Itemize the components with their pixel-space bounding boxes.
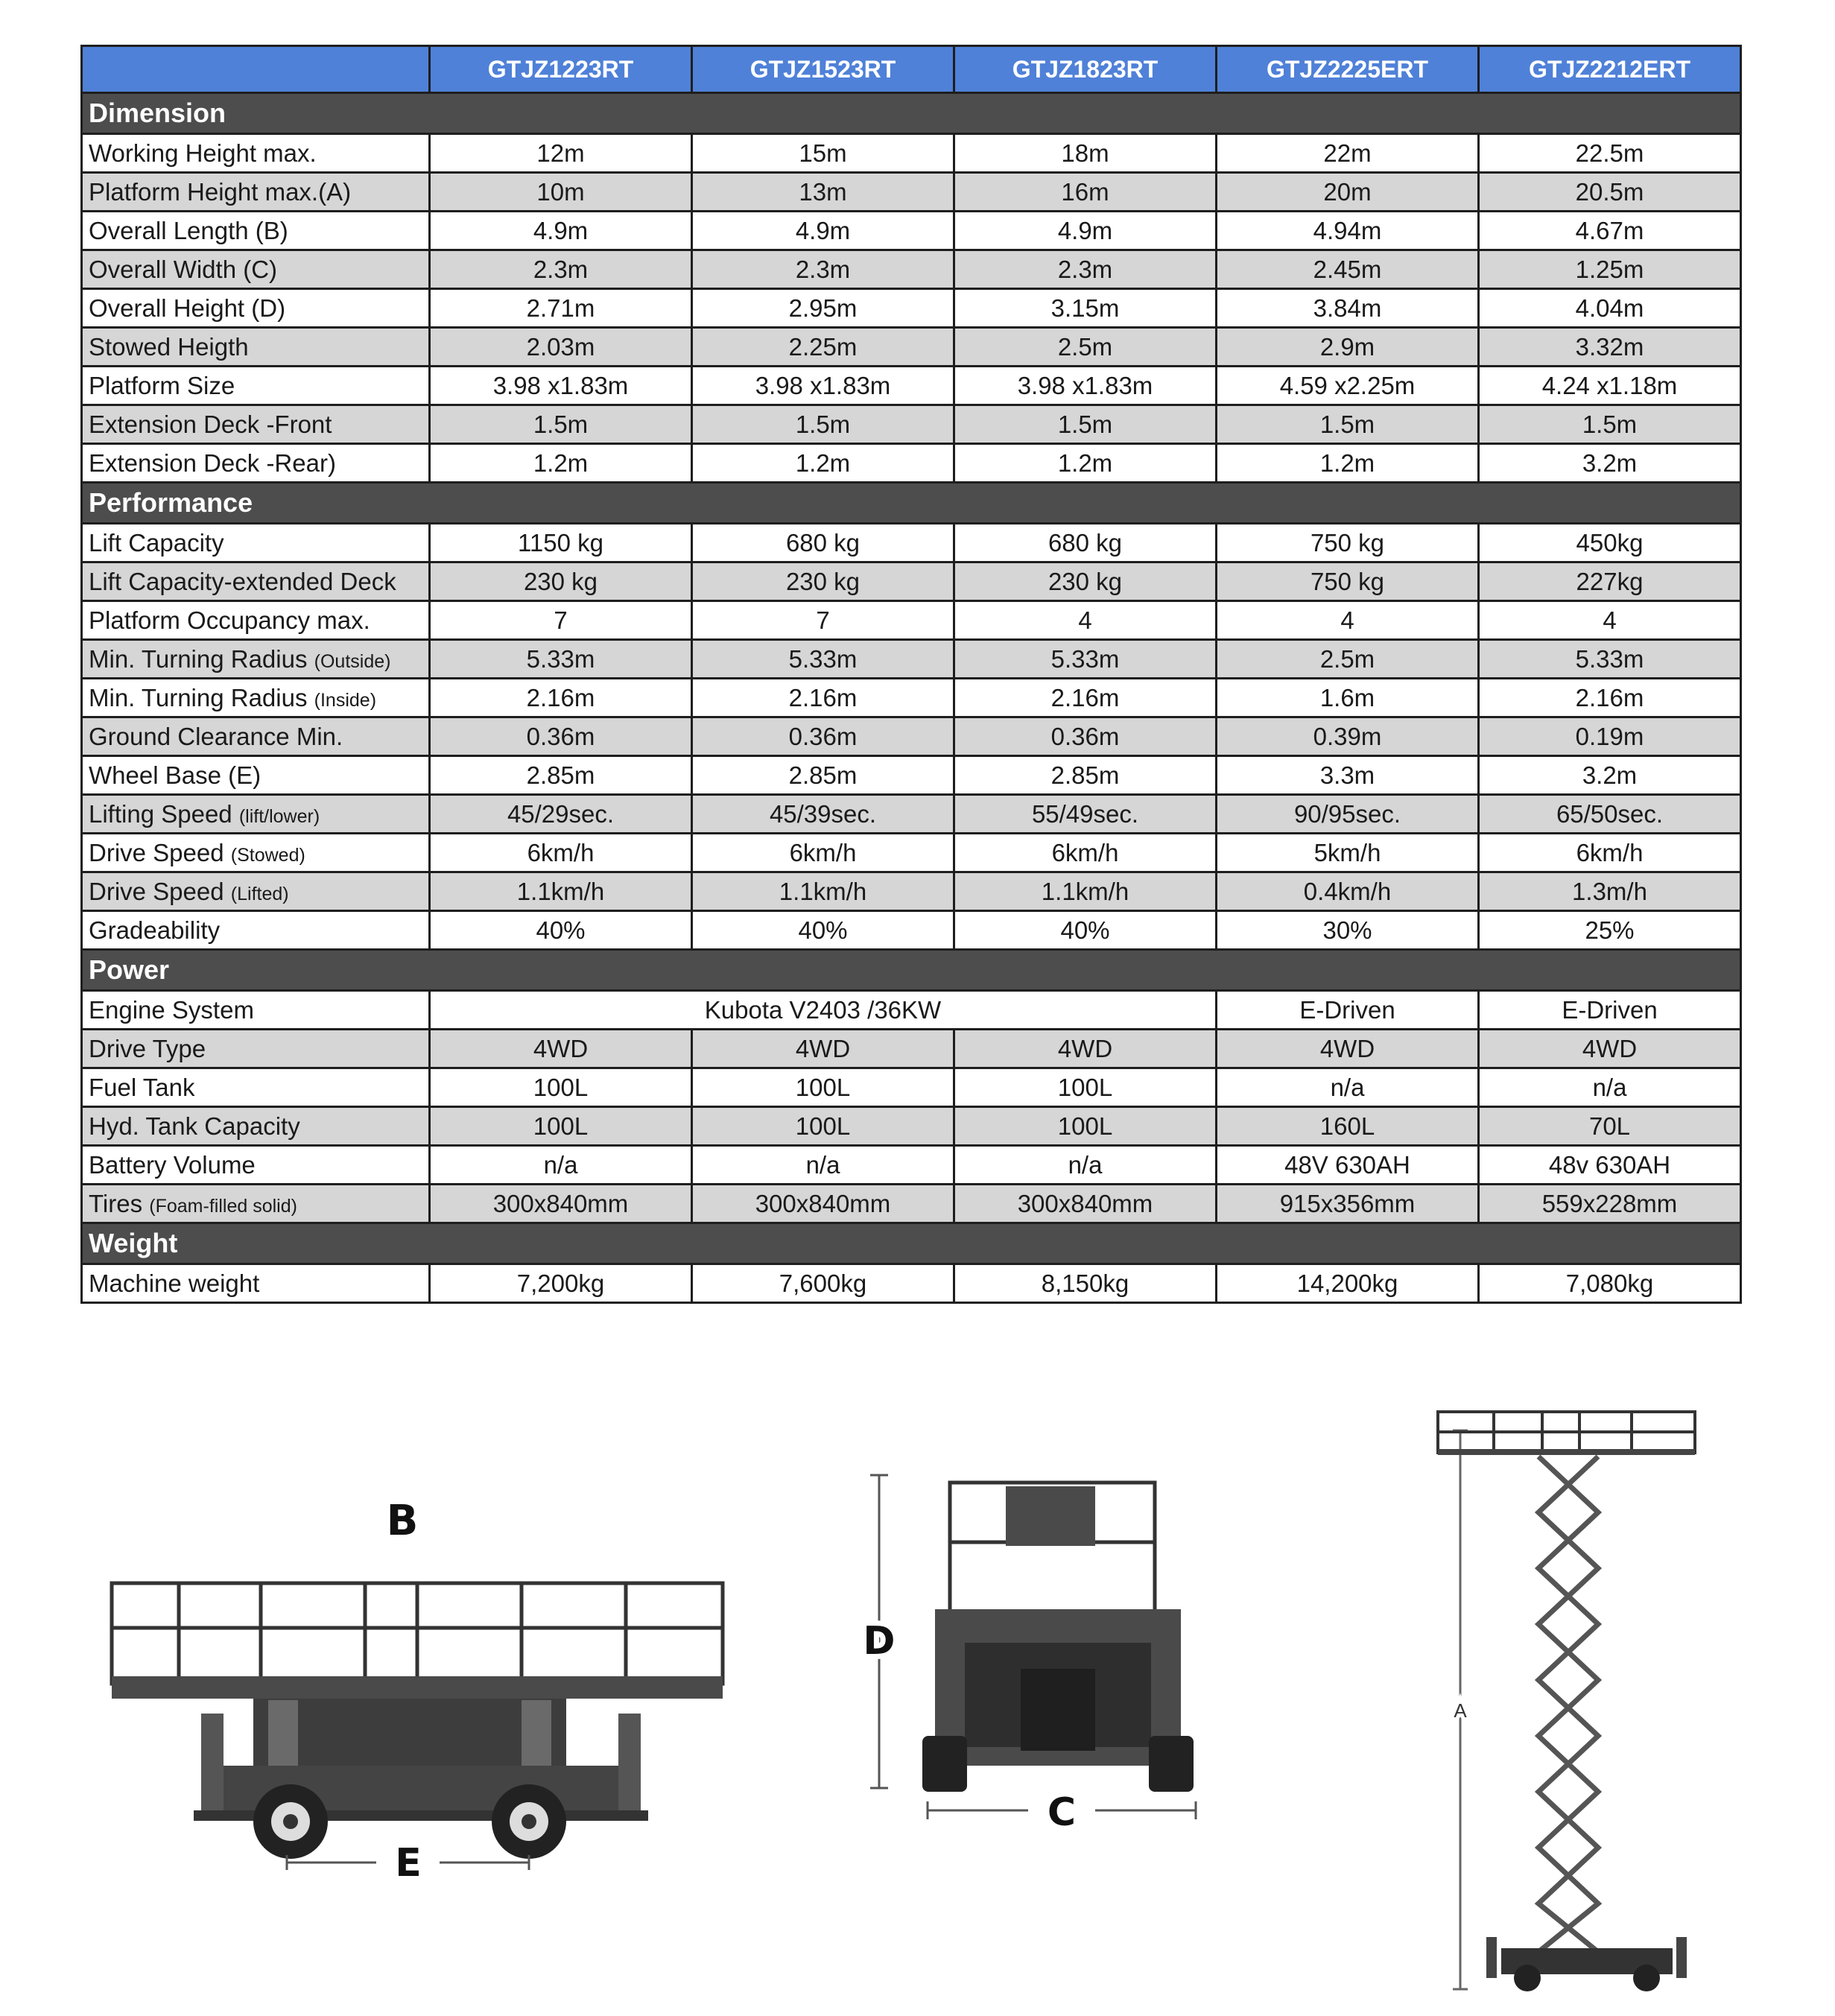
spec-value: 3.84m bbox=[1217, 289, 1479, 328]
spec-value: 2.5m bbox=[1217, 640, 1479, 679]
outrigger-right bbox=[618, 1714, 641, 1818]
spec-value: 2.16m bbox=[430, 679, 692, 717]
spec-row bbox=[82, 1146, 1741, 1185]
spec-label-note: (Foam-filled solid) bbox=[149, 1195, 297, 1217]
spec-row bbox=[82, 250, 1741, 289]
spec-value: 1.6m bbox=[1217, 679, 1479, 717]
spec-value-merged: Kubota V2403 /36KW bbox=[430, 991, 1217, 1030]
dimension-label-b: B bbox=[386, 1497, 419, 1545]
spec-value: 22m bbox=[1217, 134, 1479, 173]
spec-label: Drive Speed bbox=[89, 877, 224, 905]
spec-label-cell bbox=[82, 756, 430, 795]
spec-label-cell bbox=[82, 991, 430, 1030]
spec-row bbox=[82, 795, 1741, 834]
scissor-arms bbox=[1538, 1456, 1598, 1952]
spec-row bbox=[82, 679, 1741, 717]
spec-label: Platform Occupancy max. bbox=[89, 606, 370, 634]
spec-label-cell bbox=[82, 601, 430, 640]
model-header: GTJZ1823RT bbox=[954, 46, 1217, 93]
spec-value: 1.5m bbox=[430, 405, 692, 444]
spec-label-cell bbox=[82, 834, 430, 872]
spec-value: 750 kg bbox=[1217, 562, 1479, 601]
spec-value: 4WD bbox=[1479, 1030, 1741, 1068]
platform-deck bbox=[112, 1676, 723, 1699]
spec-value: 4.9m bbox=[692, 212, 954, 250]
spec-value: 450kg bbox=[1479, 524, 1741, 562]
spec-value: 13m bbox=[692, 173, 954, 212]
spec-value: 7 bbox=[430, 601, 692, 640]
spec-value: 20.5m bbox=[1479, 173, 1741, 212]
spec-value: 7,600kg bbox=[692, 1264, 954, 1303]
platform-guardrail bbox=[112, 1583, 723, 1684]
spec-label: Overall Length (B) bbox=[89, 216, 288, 244]
spec-value: 4.67m bbox=[1479, 212, 1741, 250]
spec-label: Platform Height max.(A) bbox=[89, 177, 352, 206]
spec-row bbox=[82, 911, 1741, 950]
spec-value: 230 kg bbox=[954, 562, 1217, 601]
outrigger-left bbox=[201, 1714, 224, 1818]
spec-value: 1.1km/h bbox=[692, 872, 954, 911]
spec-label-cell bbox=[82, 444, 430, 483]
dimension-label-a: A bbox=[1454, 1699, 1467, 1722]
spec-label: Min. Turning Radius bbox=[89, 644, 308, 673]
spec-label-cell bbox=[82, 911, 430, 950]
spec-value: 300x840mm bbox=[692, 1185, 954, 1223]
spec-row bbox=[82, 212, 1741, 250]
spec-value: 300x840mm bbox=[954, 1185, 1217, 1223]
spec-value: 4WD bbox=[1217, 1030, 1479, 1068]
spec-label: Wheel Base (E) bbox=[89, 761, 262, 789]
spec-value: 915x356mm bbox=[1217, 1185, 1479, 1223]
spec-label: Lift Capacity-extended Deck bbox=[89, 567, 396, 595]
spec-row bbox=[82, 524, 1741, 562]
spec-value: 4.9m bbox=[430, 212, 692, 250]
spec-value: 2.3m bbox=[430, 250, 692, 289]
spec-label: Overall Width (C) bbox=[89, 255, 278, 283]
spec-value: 0.36m bbox=[954, 717, 1217, 756]
spec-value: 1.2m bbox=[430, 444, 692, 483]
spec-value: 3.15m bbox=[954, 289, 1217, 328]
spec-row bbox=[82, 328, 1741, 367]
spec-value: n/a bbox=[1217, 1068, 1479, 1107]
spec-value: 40% bbox=[430, 911, 692, 950]
spec-label: Tires bbox=[89, 1189, 143, 1217]
spec-label-note: (Inside) bbox=[314, 689, 377, 711]
spec-value: n/a bbox=[430, 1146, 692, 1185]
spec-value: 1.5m bbox=[954, 405, 1217, 444]
spec-value: 2.5m bbox=[954, 328, 1217, 367]
spec-value: 55/49sec. bbox=[954, 795, 1217, 834]
spec-value: 2.16m bbox=[1479, 679, 1741, 717]
raised-platform bbox=[1438, 1412, 1695, 1453]
spec-value: 8,150kg bbox=[954, 1264, 1217, 1303]
spec-value: 12m bbox=[430, 134, 692, 173]
spec-value: 5km/h bbox=[1217, 834, 1479, 872]
spec-value: 7,200kg bbox=[430, 1264, 692, 1303]
spec-value: 7,080kg bbox=[1479, 1264, 1741, 1303]
spec-label-cell bbox=[82, 872, 430, 911]
spec-value: 2.3m bbox=[692, 250, 954, 289]
spec-label-note: (Outside) bbox=[314, 650, 391, 672]
front-wheel-left bbox=[922, 1736, 967, 1792]
section-header-performance bbox=[82, 483, 1741, 524]
spec-value: 3.32m bbox=[1479, 328, 1741, 367]
spec-label: Battery Volume bbox=[89, 1150, 256, 1179]
spec-label-cell bbox=[82, 795, 430, 834]
spec-row bbox=[82, 1264, 1741, 1303]
spec-label-cell bbox=[82, 1068, 430, 1107]
spec-value: 1.25m bbox=[1479, 250, 1741, 289]
spec-value: 6km/h bbox=[692, 834, 954, 872]
spec-value: 25% bbox=[1479, 911, 1741, 950]
spec-value: 3.98 x1.83m bbox=[954, 367, 1217, 405]
spec-value: 2.85m bbox=[692, 756, 954, 795]
spec-value: 3.98 x1.83m bbox=[692, 367, 954, 405]
spec-value: 1.1km/h bbox=[430, 872, 692, 911]
spec-label-cell bbox=[82, 405, 430, 444]
spec-row bbox=[82, 1107, 1741, 1146]
spec-value: 100L bbox=[954, 1068, 1217, 1107]
spec-value: 100L bbox=[692, 1107, 954, 1146]
spec-value: 230 kg bbox=[692, 562, 954, 601]
spec-value: 1.2m bbox=[954, 444, 1217, 483]
spec-value: 48v 630AH bbox=[1479, 1146, 1741, 1185]
spec-label-note: (Stowed) bbox=[230, 844, 305, 866]
spec-value: 18m bbox=[954, 134, 1217, 173]
spec-value: 680 kg bbox=[954, 524, 1217, 562]
spec-label: Lift Capacity bbox=[89, 528, 224, 557]
spec-value: 1.5m bbox=[692, 405, 954, 444]
spec-value: 1.2m bbox=[1217, 444, 1479, 483]
spec-value: 4 bbox=[1217, 601, 1479, 640]
spec-value: 4 bbox=[954, 601, 1217, 640]
scissor-stack bbox=[253, 1699, 566, 1769]
section-header-weight bbox=[82, 1223, 1741, 1264]
spec-value: 2.45m bbox=[1217, 250, 1479, 289]
spec-value: n/a bbox=[1479, 1068, 1741, 1107]
spec-value: 2.9m bbox=[1217, 328, 1479, 367]
spec-row bbox=[82, 289, 1741, 328]
spec-label: Machine weight bbox=[89, 1269, 260, 1297]
spec-row bbox=[82, 1068, 1741, 1107]
spec-label: Overall Height (D) bbox=[89, 294, 286, 322]
spec-value: 40% bbox=[692, 911, 954, 950]
spec-value: 4.24 x1.18m bbox=[1479, 367, 1741, 405]
spec-label-cell bbox=[82, 1107, 430, 1146]
dimension-label-d: D bbox=[863, 1619, 896, 1664]
raised-view-diagram bbox=[1430, 1401, 1728, 1997]
spec-value: 2.25m bbox=[692, 328, 954, 367]
spec-value: 100L bbox=[430, 1068, 692, 1107]
spec-label-note: (Lifted) bbox=[230, 883, 289, 904]
spec-value: 45/29sec. bbox=[430, 795, 692, 834]
spec-value: 30% bbox=[1217, 911, 1479, 950]
spec-row bbox=[82, 1030, 1741, 1068]
spec-label: Fuel Tank bbox=[89, 1073, 195, 1101]
spec-row bbox=[82, 834, 1741, 872]
spec-value: 6km/h bbox=[1479, 834, 1741, 872]
spec-label: Drive Speed bbox=[89, 838, 224, 866]
spec-value: 1.5m bbox=[1479, 405, 1741, 444]
spec-value: 3.3m bbox=[1217, 756, 1479, 795]
spec-label-cell bbox=[82, 1264, 430, 1303]
spec-value: 0.36m bbox=[430, 717, 692, 756]
section-header-dimension bbox=[82, 93, 1741, 134]
side-view-diagram bbox=[104, 1490, 745, 1877]
front-view-diagram bbox=[834, 1460, 1207, 1863]
spec-value: 1.5m bbox=[1217, 405, 1479, 444]
spec-value: 10m bbox=[430, 173, 692, 212]
spec-value: 2.95m bbox=[692, 289, 954, 328]
spec-value: 5.33m bbox=[692, 640, 954, 679]
spec-row bbox=[82, 872, 1741, 911]
spec-value: n/a bbox=[954, 1146, 1217, 1185]
spec-label: Ground Clearance Min. bbox=[89, 722, 343, 750]
spec-value: 2.71m bbox=[430, 289, 692, 328]
spec-row bbox=[82, 444, 1741, 483]
spec-value: 100L bbox=[692, 1068, 954, 1107]
spec-value: 2.16m bbox=[954, 679, 1217, 717]
section-title: Dimension bbox=[82, 93, 1741, 134]
spec-label: Min. Turning Radius bbox=[89, 683, 308, 711]
spec-value: 0.4km/h bbox=[1217, 872, 1479, 911]
spec-label-cell bbox=[82, 289, 430, 328]
spec-label: Extension Deck -Rear) bbox=[89, 448, 336, 477]
spec-value: 90/95sec. bbox=[1217, 795, 1479, 834]
spec-label-cell bbox=[82, 1185, 430, 1223]
spec-label: Lifting Speed bbox=[89, 799, 232, 828]
spec-value: 2.85m bbox=[430, 756, 692, 795]
spec-label-cell bbox=[82, 1146, 430, 1185]
spec-value: 300x840mm bbox=[430, 1185, 692, 1223]
spec-row bbox=[82, 640, 1741, 679]
spec-value: 16m bbox=[954, 173, 1217, 212]
spec-value: 1150 kg bbox=[430, 524, 692, 562]
spec-label-cell bbox=[82, 212, 430, 250]
spec-value: 4WD bbox=[954, 1030, 1217, 1068]
spec-row bbox=[82, 173, 1741, 212]
spec-value: 7 bbox=[692, 601, 954, 640]
spec-value: 6km/h bbox=[430, 834, 692, 872]
model-header: GTJZ1523RT bbox=[692, 46, 954, 93]
spec-value: 1.3m/h bbox=[1479, 872, 1741, 911]
spec-label-note: (lift/lower) bbox=[238, 805, 320, 827]
spec-value: 1.2m bbox=[692, 444, 954, 483]
dimension-label-c: C bbox=[1047, 1790, 1077, 1835]
spec-label-cell bbox=[82, 1030, 430, 1068]
model-header-row bbox=[82, 46, 1741, 93]
spec-value: 14,200kg bbox=[1217, 1264, 1479, 1303]
spec-value: 3.2m bbox=[1479, 444, 1741, 483]
spec-value: 1.1km/h bbox=[954, 872, 1217, 911]
spec-row bbox=[82, 134, 1741, 173]
spec-label-cell bbox=[82, 328, 430, 367]
spec-row bbox=[82, 1185, 1741, 1223]
spec-label-cell bbox=[82, 134, 430, 173]
spec-label: Gradeability bbox=[89, 916, 221, 944]
spec-value: 4WD bbox=[430, 1030, 692, 1068]
spec-value: 5.33m bbox=[954, 640, 1217, 679]
wheel-left bbox=[253, 1784, 328, 1859]
spec-label-cell bbox=[82, 173, 430, 212]
spec-label: Hyd. Tank Capacity bbox=[89, 1112, 300, 1140]
spec-value: 230 kg bbox=[430, 562, 692, 601]
spec-label-cell bbox=[82, 524, 430, 562]
spec-label: Working Height max. bbox=[89, 139, 317, 167]
spec-value: E-Driven bbox=[1479, 991, 1741, 1030]
spec-value: 22.5m bbox=[1479, 134, 1741, 173]
spec-row bbox=[82, 405, 1741, 444]
spec-value: 40% bbox=[954, 911, 1217, 950]
spec-value: E-Driven bbox=[1217, 991, 1479, 1030]
spec-value: 70L bbox=[1479, 1107, 1741, 1146]
spec-row bbox=[82, 601, 1741, 640]
spec-value: 100L bbox=[430, 1107, 692, 1146]
spec-value: 680 kg bbox=[692, 524, 954, 562]
spec-value: 227kg bbox=[1479, 562, 1741, 601]
spec-label-cell bbox=[82, 640, 430, 679]
spec-value: 15m bbox=[692, 134, 954, 173]
spec-value: 48V 630AH bbox=[1217, 1146, 1479, 1185]
spec-value: 20m bbox=[1217, 173, 1479, 212]
spec-label-cell bbox=[82, 250, 430, 289]
spec-value: 4.59 x2.25m bbox=[1217, 367, 1479, 405]
spec-label: Extension Deck -Front bbox=[89, 410, 332, 438]
spec-label-cell bbox=[82, 679, 430, 717]
spec-value: 4.9m bbox=[954, 212, 1217, 250]
spec-value: 100L bbox=[954, 1107, 1217, 1146]
section-title: Power bbox=[82, 950, 1741, 991]
spec-label: Platform Size bbox=[89, 371, 235, 399]
spec-value: 6km/h bbox=[954, 834, 1217, 872]
spec-value: 4 bbox=[1479, 601, 1741, 640]
spec-value: 2.03m bbox=[430, 328, 692, 367]
spec-value: 4WD bbox=[692, 1030, 954, 1068]
spec-value: 4.04m bbox=[1479, 289, 1741, 328]
spec-value: n/a bbox=[692, 1146, 954, 1185]
spec-value: 559x228mm bbox=[1479, 1185, 1741, 1223]
spec-row bbox=[82, 562, 1741, 601]
spec-value: 65/50sec. bbox=[1479, 795, 1741, 834]
header-corner-cell bbox=[82, 46, 430, 93]
spec-table bbox=[80, 45, 1742, 1304]
spec-row bbox=[82, 367, 1741, 405]
spec-label: Stowed Heigth bbox=[89, 332, 249, 361]
spec-value: 0.36m bbox=[692, 717, 954, 756]
spec-value: 2.16m bbox=[692, 679, 954, 717]
spec-label: Drive Type bbox=[89, 1034, 206, 1062]
section-title: Weight bbox=[82, 1223, 1741, 1264]
dimension-label-e: E bbox=[395, 1841, 422, 1877]
spec-value: 5.33m bbox=[430, 640, 692, 679]
spec-value: 5.33m bbox=[1479, 640, 1741, 679]
spec-value: 0.39m bbox=[1217, 717, 1479, 756]
model-header: GTJZ2212ERT bbox=[1479, 46, 1741, 93]
spec-row bbox=[82, 756, 1741, 795]
spec-value: 4.94m bbox=[1217, 212, 1479, 250]
spec-label-cell bbox=[82, 717, 430, 756]
spec-value: 2.3m bbox=[954, 250, 1217, 289]
spec-value: 2.85m bbox=[954, 756, 1217, 795]
spec-value: 45/39sec. bbox=[692, 795, 954, 834]
spec-label: Engine System bbox=[89, 995, 254, 1024]
model-header: GTJZ1223RT bbox=[430, 46, 692, 93]
spec-label-cell bbox=[82, 562, 430, 601]
wheel-right bbox=[492, 1784, 566, 1859]
spec-row bbox=[82, 991, 1741, 1030]
spec-value: 3.2m bbox=[1479, 756, 1741, 795]
front-wheel-right bbox=[1149, 1736, 1194, 1792]
spec-value: 750 kg bbox=[1217, 524, 1479, 562]
spec-body bbox=[82, 93, 1741, 1303]
spec-row bbox=[82, 717, 1741, 756]
model-header: GTJZ2225ERT bbox=[1217, 46, 1479, 93]
spec-value: 0.19m bbox=[1479, 717, 1741, 756]
spec-value: 160L bbox=[1217, 1107, 1479, 1146]
section-title: Performance bbox=[82, 483, 1741, 524]
section-header-power bbox=[82, 950, 1741, 991]
spec-value: 3.98 x1.83m bbox=[430, 367, 692, 405]
spec-label-cell bbox=[82, 367, 430, 405]
